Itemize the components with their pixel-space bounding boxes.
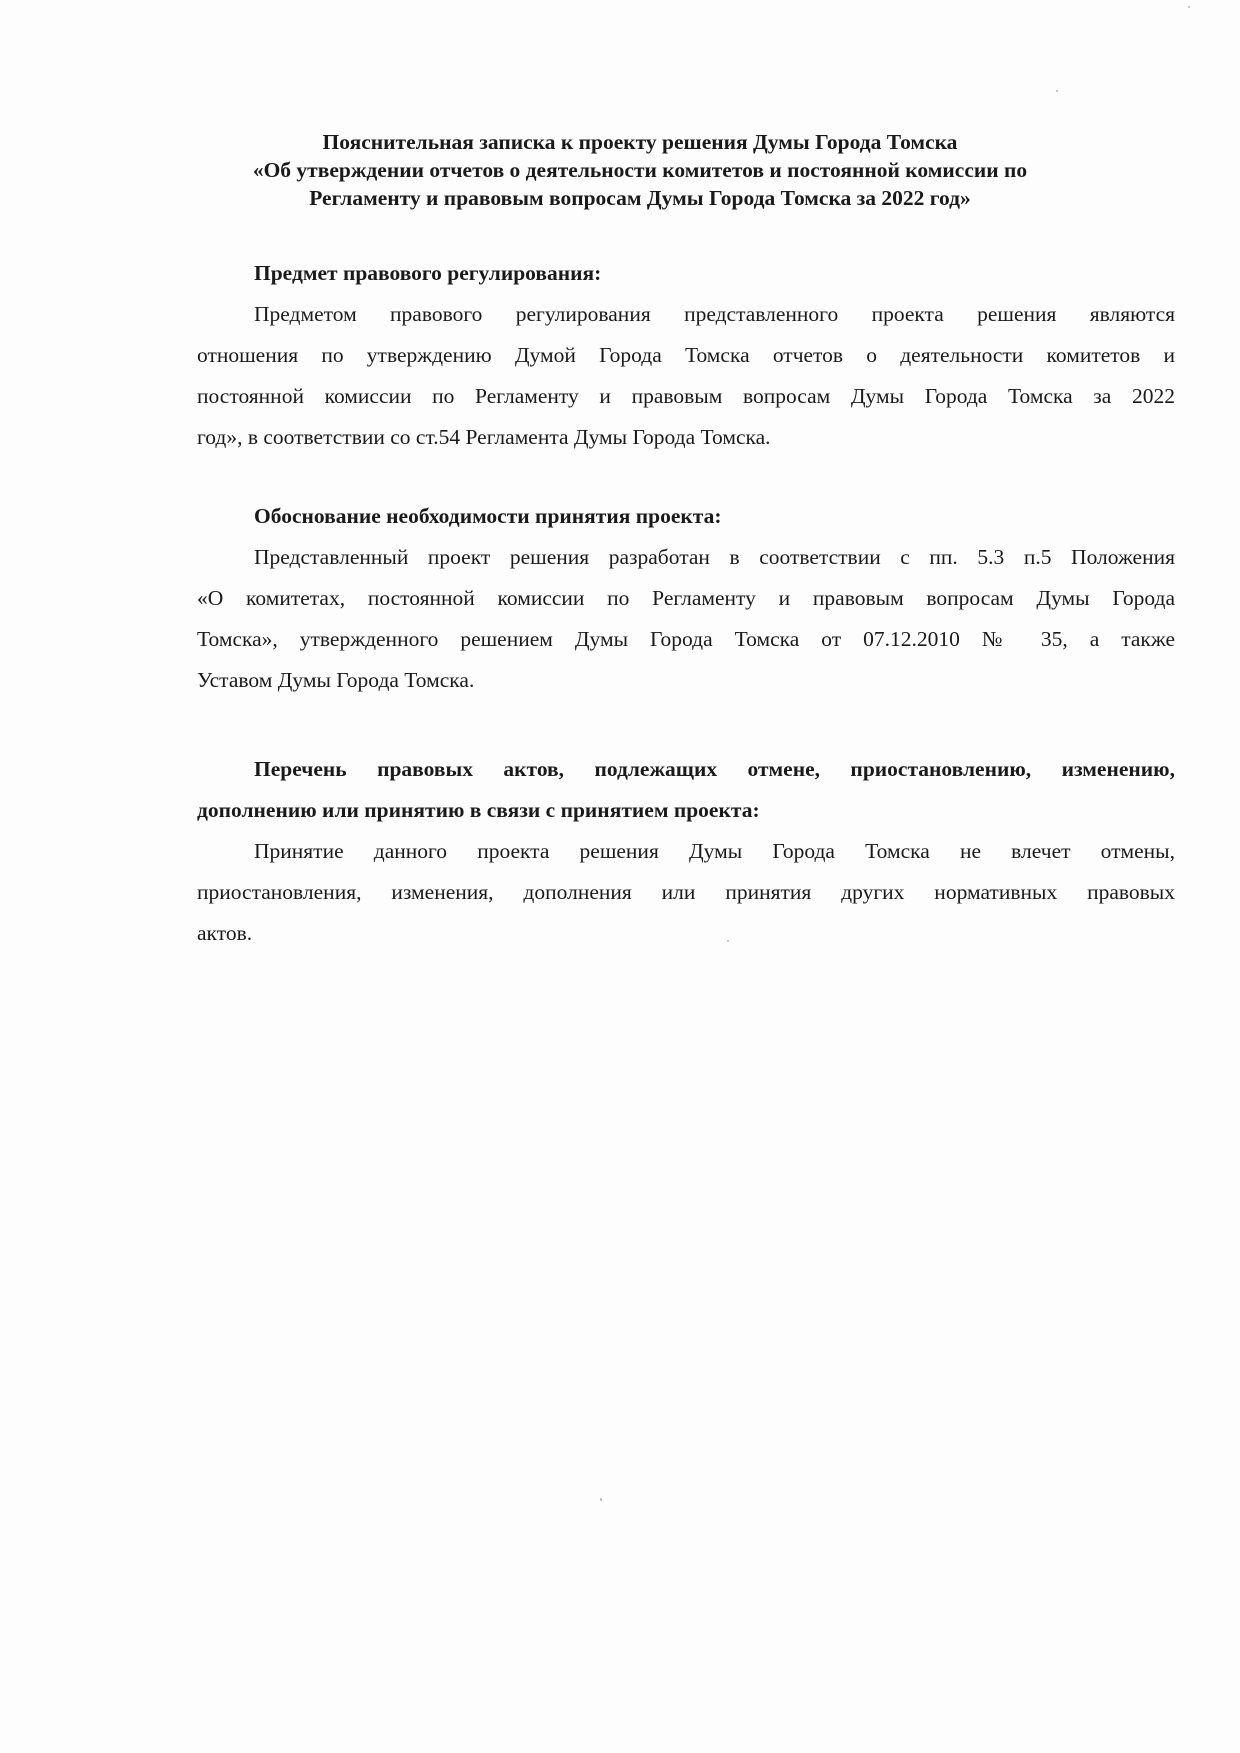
paragraph-line: год», в соответствии со ст.54 Регламента Думы Города Томска.: [197, 425, 771, 449]
paragraph-line: отношения по утверждению Думой Города Томска отчетов о деятельности комитетов и: [197, 343, 1175, 367]
title-line-3: Регламенту и правовым вопросам Думы Города Томска за 2022 год»: [309, 186, 971, 210]
section-paragraph-subject: [197, 294, 1175, 458]
paragraph-line: Принятие данного проекта решения Думы Города Томска не влечет отмены,: [254, 839, 1175, 863]
paragraph-line: Представленный проект решения разработан в соответствии с пп. 5.3 п.5 Положения: [254, 545, 1175, 569]
heading-line: Перечень правовых актов, подлежащих отмене, приостановлению, изменению,: [254, 757, 1175, 781]
section-heading-acts-list: [197, 749, 1175, 831]
paragraph-line: актов.: [197, 921, 253, 945]
heading-line: дополнению или принятию в связи с принятием проекта:: [197, 798, 760, 822]
paragraph-line: постоянной комиссии по Регламенту и правовым вопросам Думы Города Томска за 2022: [197, 384, 1175, 408]
scan-speck: [727, 940, 729, 942]
title-line-2: «Об утверждении отчетов о деятельности комитетов и постоянной комиссии по: [252, 158, 1028, 182]
paragraph-line: Уставом Думы Города Томска.: [197, 668, 475, 692]
scan-speck: [1188, 6, 1190, 8]
scan-speck: [600, 1498, 602, 1501]
scan-speck: [1056, 90, 1058, 92]
document-title: [200, 128, 1080, 212]
paragraph-line: приостановления, изменения, дополнения или принятия других нормативных правовых: [197, 880, 1175, 904]
section-heading-subject: Предмет правового регулирования:: [254, 261, 602, 285]
paragraph-line: «О комитетах, постоянной комиссии по Регламенту и правовым вопросам Думы Города: [197, 586, 1175, 610]
section-heading-justification: Обоснование необходимости принятия проекта:: [254, 504, 722, 528]
title-line-1: Пояснительная записка к проекту решения Думы Города Томска: [322, 130, 958, 154]
section-paragraph-justification: [197, 537, 1175, 701]
section-paragraph-acts-list: [197, 831, 1175, 954]
paragraph-line: Предметом правового регулирования представленного проекта решения являются: [254, 302, 1175, 326]
paragraph-line: Томска», утвержденного решением Думы Города Томска от 07.12.2010 № 35, а также: [197, 627, 1175, 651]
